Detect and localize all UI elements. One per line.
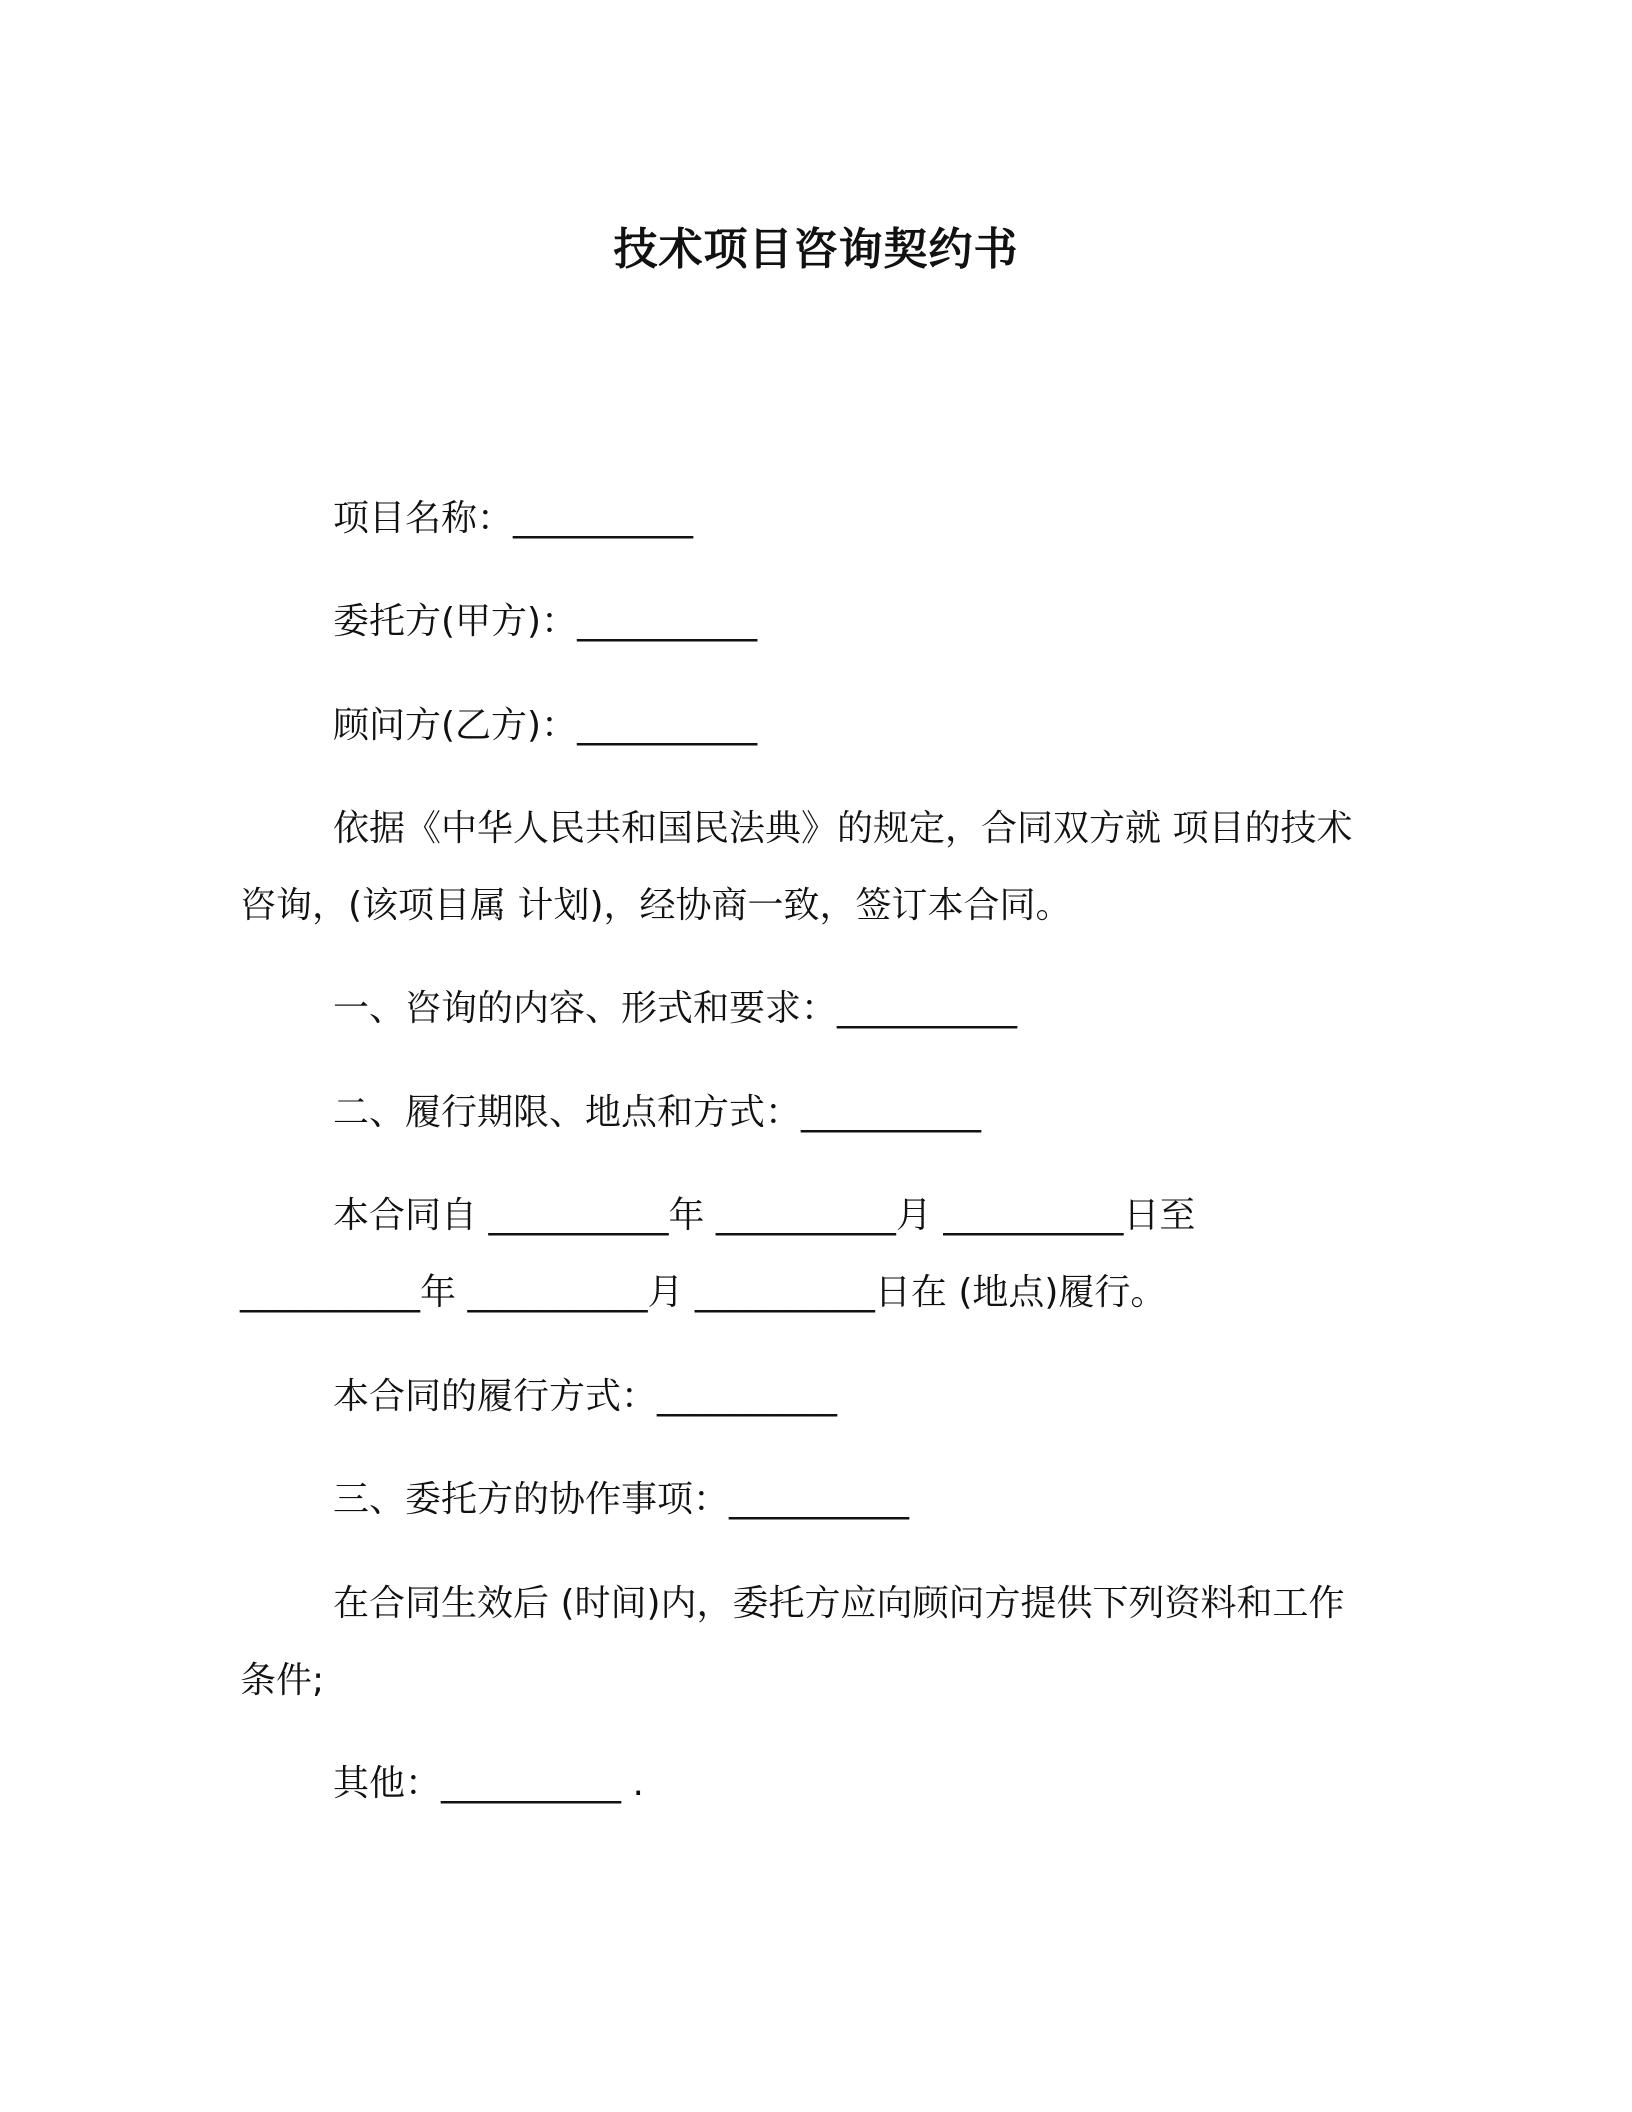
section-two-heading: 二、履行期限、地点和方式：__________ bbox=[333, 1092, 982, 1133]
section-one-heading: 一、咨询的内容、形式和要求：__________ bbox=[333, 988, 1018, 1029]
section-three-heading: 三、委托方的协作事项：__________ bbox=[333, 1479, 910, 1520]
project-name-line: 项目名称：__________ bbox=[333, 498, 694, 539]
term-line-1: 本合同自 __________年 __________月 __________日至 bbox=[333, 1195, 1196, 1236]
client-party-line: 委托方(甲方)：__________ bbox=[333, 601, 758, 642]
other-line: 其他：__________ . bbox=[333, 1763, 644, 1804]
term-line-2: __________年 __________月 __________日在 (地点)履行。 bbox=[240, 1272, 1167, 1313]
consultant-party-line: 顾问方(乙方)：__________ bbox=[333, 705, 758, 746]
cooperation-paragraph-line-2: 条件; bbox=[240, 1660, 325, 1701]
performance-method-line: 本合同的履行方式：__________ bbox=[333, 1376, 838, 1417]
basis-paragraph-line-2: 咨询，(该项目属 计划)，经协商一致，签订本合同。 bbox=[240, 885, 1072, 926]
basis-paragraph-line-1: 依据《中华人民共和国民法典》的规定，合同双方就 项目的技术 bbox=[333, 808, 1353, 849]
document-title: 技术项目咨询契约书 bbox=[613, 224, 1019, 275]
cooperation-paragraph-line-1: 在合同生效后 (时间)内，委托方应向顾问方提供下列资料和工作 bbox=[333, 1583, 1345, 1624]
